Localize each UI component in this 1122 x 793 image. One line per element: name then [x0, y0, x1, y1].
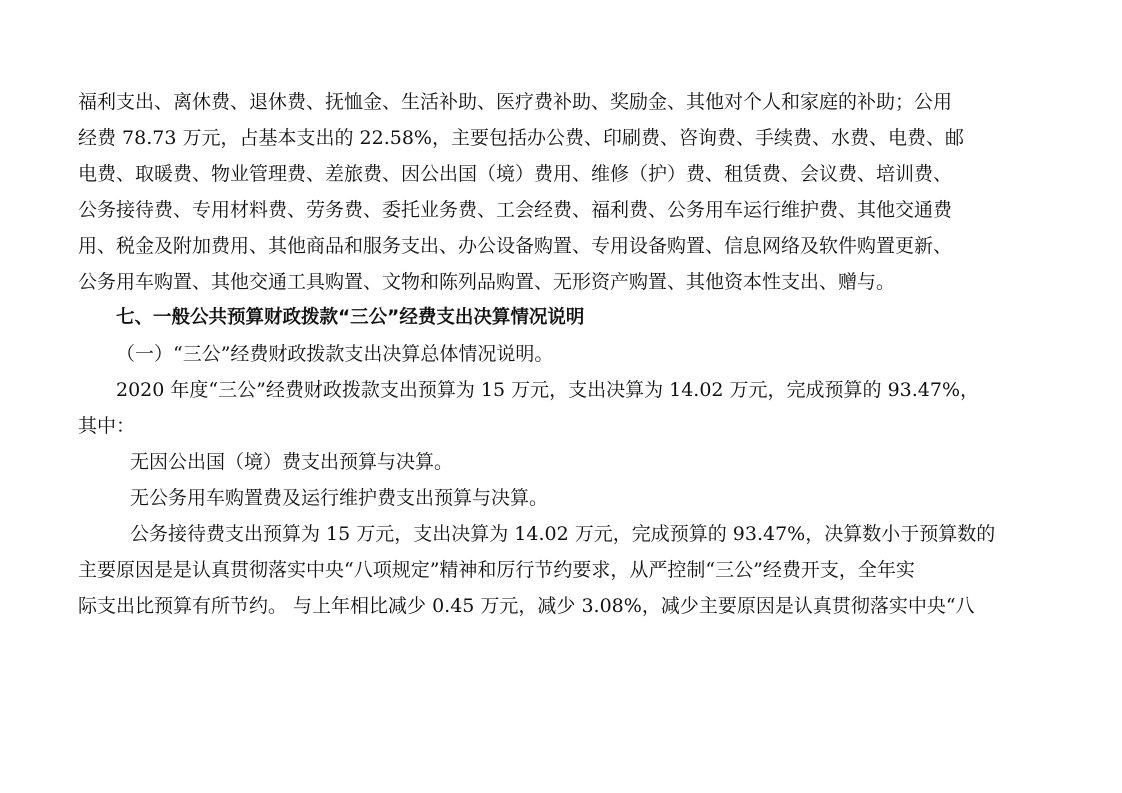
subsection-heading: （一）“三公”经费财政拨款支出决算总体情况说明。 — [116, 343, 554, 365]
paragraph-line: 公务接待费支出预算为 15 万元，支出决算为 14.02 万元，完成预算的 93.47%，决算数小于预算数的 — [130, 523, 996, 545]
paragraph-line: 用、税金及附加费用、其他商品和服务支出、办公设备购置、专用设备购置、信息网络及软件购置更新、 — [78, 235, 953, 257]
paragraph-line: 无因公出国（境）费支出预算与决算。 — [130, 451, 454, 473]
paragraph-line: 公务用车购置、其他交通工具购置、文物和陈列品购置、无形资产购置、其他资本性支出、赠与。 — [78, 271, 896, 293]
paragraph-line: 无公务用车购置费及运行维护费支出预算与决算。 — [130, 487, 549, 509]
document-page — [78, 84, 1044, 624]
section-heading: 七、一般公共预算财政拨款“三公”经费支出决算情况说明 — [116, 307, 585, 328]
paragraph-line: 际支出比预算有所节约。 与上年相比减少 0.45 万元，减少 3.08%，减少主要原因是认真贯彻落实中央“八 — [78, 595, 975, 617]
paragraph-line: 经费 78.73 万元，占基本支出的 22.58%，主要包括办公费、印刷费、咨询费、手续费、水费、电费、邮 — [78, 127, 964, 149]
paragraph-line: 2020 年度“三公”经费财政拨款支出预算为 15 万元，支出决算为 14.02 万元，完成预算的 93.47%， — [116, 379, 980, 401]
paragraph-line: 福利支出、离休费、退休费、抚恤金、生活补助、医疗费补助、奖励金、其他对个人和家庭的补助；公用 — [78, 91, 953, 113]
paragraph-line: 公务接待费、专用材料费、劳务费、委托业务费、工会经费、福利费、公务用车运行维护费、其他交通费 — [78, 199, 953, 221]
paragraph-line: 电费、取暖费、物业管理费、差旅费、因公出国（境）费用、维修（护）费、租赁费、会议费、培训费、 — [78, 163, 953, 185]
paragraph-line: 其中： — [78, 415, 136, 437]
paragraph-line: 主要原因是是认真贯彻落实中央“八项规定”精神和厉行节约要求，从严控制“三公”经费开支，全年实 — [78, 559, 915, 581]
